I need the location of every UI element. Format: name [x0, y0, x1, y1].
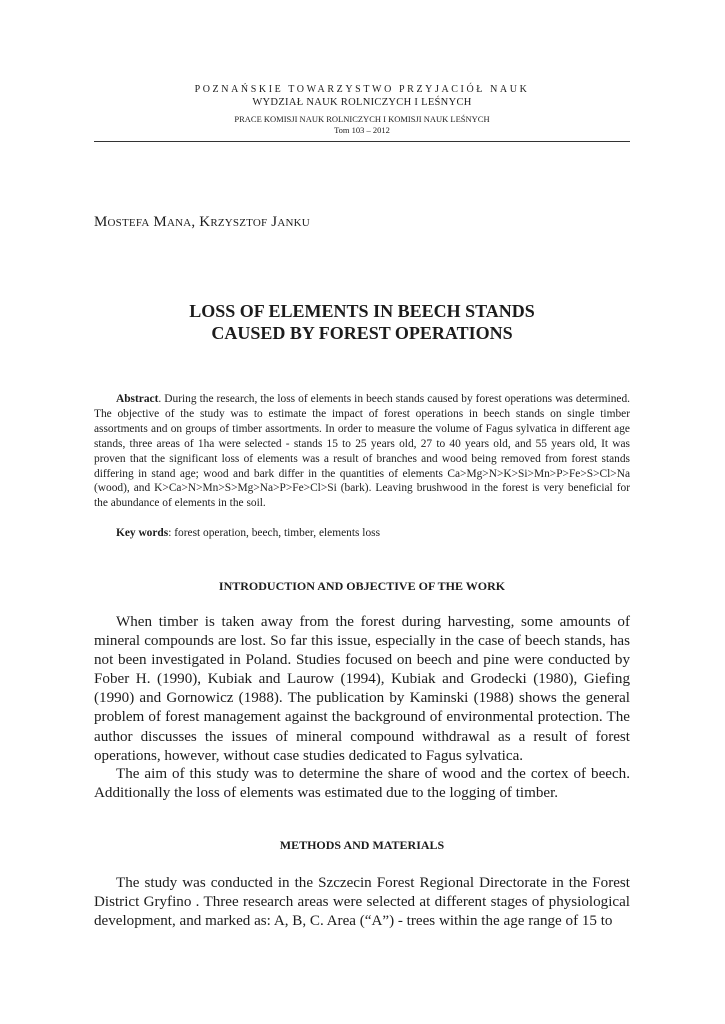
intro-paragraph-2: The aim of this study was to determine the share of wood and the cortex of beech. Additionally the loss of elements was estimated due to the logging of timber.: [94, 766, 630, 802]
journal-header: [94, 83, 630, 136]
abstract-label: Abstract: [116, 393, 159, 405]
intro-paragraph-1: When timber is taken away from the forest during harvesting, some amounts of mineral compounds are lost. So far this issue, especially in the case of beech stands, has not been investigated in Poland. Studies focused on beech and pine were conducted by Fober H. (1990), Kubiak and Laurow (1994), Kubiak and Grodecki (1980), Giefing (1990) and Gornowicz (1988). The publication by Kaminski (1988) shows the general problem of forest management against the background of environmental protection. The author discusses the issues of mineral compound withdrawal as a result of forest operations, however, without case studies dedicated to Fagus sylvatica.: [94, 614, 630, 764]
department-name: WYDZIAŁ NAUK ROLNICZYCH I LEŚNYCH: [252, 97, 472, 108]
authors: Mostefa Mana, Krzysztof Janku: [94, 214, 310, 230]
article-title: [94, 300, 630, 344]
title-line-1: LOSS OF ELEMENTS IN BEECH STANDS: [189, 301, 535, 321]
volume-info: Tom 103 – 2012: [334, 125, 390, 135]
abstract: [94, 392, 630, 511]
abstract-text: . During the research, the loss of elements in beech stands caused by forest operations was determined. The objective of the study was to estimate the impact of forest operations in beech stands on single timber assortments and on groups of timber assortments. In order to measure the volume of Fagus sylvatica in different age stands, three areas of 1ha were selected - stands 15 to 25 years old, 27 to 40 years old, and 55 years old, It was proven that the significant loss of elements was a result of branches and wood being removed from forest stands differing in stand age; wood and bark differ in the quantities of elements Ca>Mg>N>K>Si>Mn>P>Fe>S>Cl>Na (wood), and K>Ca>N>Mn>S>Mg>Na>P>Fe>Cl>Si (bark). Leaving brushwood in the forest is very beneficial for the abundance of elements in the soil.: [94, 393, 630, 510]
intro-heading: INTRODUCTION AND OBJECTIVE OF THE WORK: [218, 579, 506, 593]
keywords: [116, 526, 380, 540]
methods-paragraph-1: The study was conducted in the Szczecin Forest Regional Directorate in the Forest District Gryfino . Three research areas were selected at different stages of physiological development, and marked as: A, B, C. Area (“A”) - trees within the age range of 15 to: [94, 875, 630, 930]
society-name: POZNAŃSKIE TOWARZYSTWO PRZYJACIÓŁ NAUK: [194, 84, 530, 95]
keywords-text: : forest operation, beech, timber, elements loss: [168, 527, 381, 539]
header-divider: [94, 141, 630, 142]
keywords-label: Key words: [116, 527, 169, 539]
title-line-2: CAUSED BY FOREST OPERATIONS: [211, 323, 513, 343]
series-name: PRACE KOMISJI NAUK ROLNICZYCH I KOMISJI NAUK LEŚNYCH: [234, 114, 490, 124]
methods-heading: METHODS AND MATERIALS: [279, 838, 445, 852]
